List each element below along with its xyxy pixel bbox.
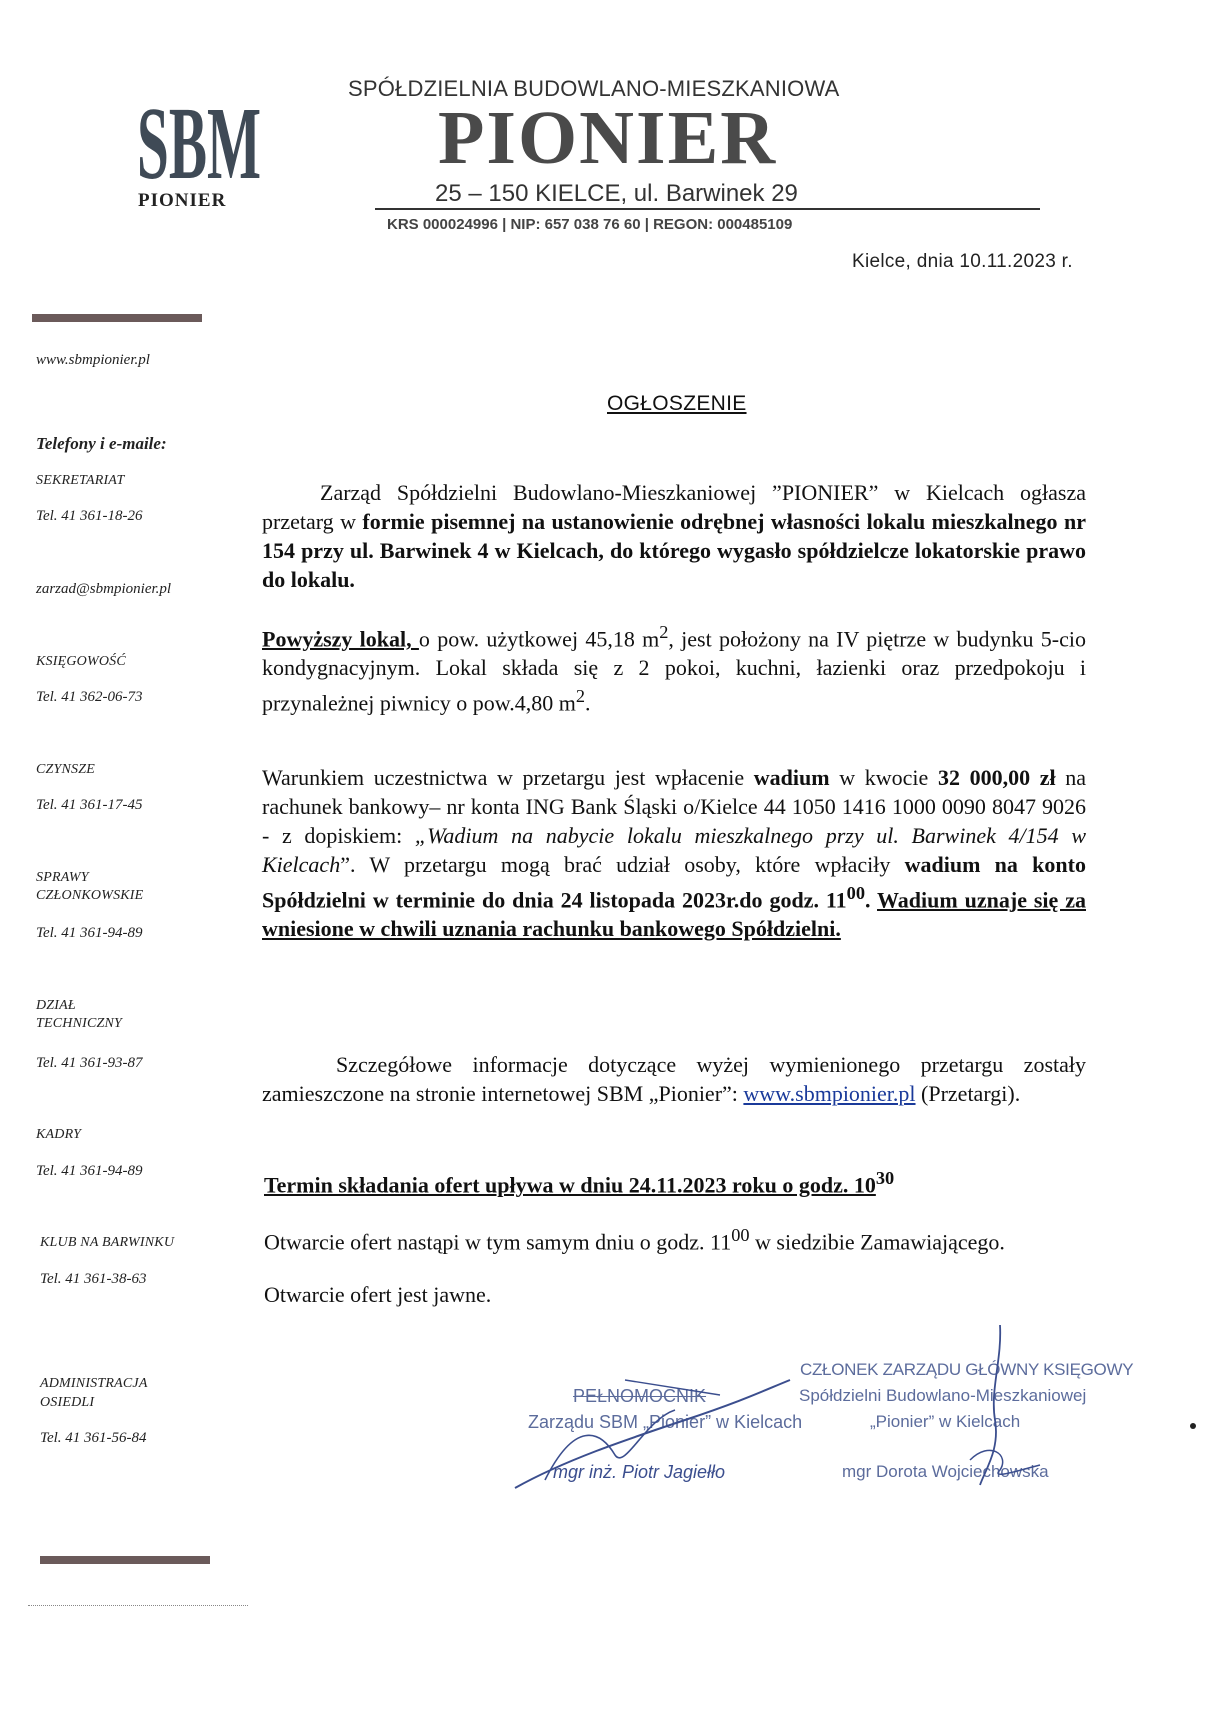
sidebar-accounting-tel: Tel. 41 362-06-73	[36, 689, 143, 705]
sidebar-technical-tel: Tel. 41 361-93-87	[36, 1055, 143, 1071]
announcement-paragraph-2	[262, 618, 1086, 718]
p5-place: w siedzibie Zamawiającego.	[749, 1229, 1005, 1255]
p3-deposit: wadium	[753, 765, 830, 790]
sbm-logo-letters: SBM	[137, 86, 261, 188]
brand-name: PIONIER	[438, 96, 778, 180]
p5-sup: 00	[731, 1225, 750, 1245]
p4-website-link[interactable]: www.sbmpionier.pl	[743, 1081, 916, 1106]
announcement-paragraph-5	[264, 1221, 1088, 1256]
p2-details: , jest położony na IV piętrze w budynku 5-cio kondygnacyjnym. Lokal składa się z 2 pokoi, kuchni, łazienki oraz przedpokoju i przynależnej piwnicy o pow.4,80 m	[262, 626, 1086, 716]
left-stamp-org: Zarządu SBM „Pionier” w Kielcach	[528, 1412, 803, 1432]
p3-account: na rachunek bankowy– nr konta ING Bank Śląski o/Kielce 44 1050 1416 1000 0090 8047 9026 - z dopiskiem:	[262, 765, 1086, 848]
p3-eligibility: ”. W przetargu mogą brać udział osoby, które wpłaciły	[340, 852, 905, 877]
sidebar-club-tel: Tel. 41 361-38-63	[40, 1271, 147, 1287]
p3-credit-rule: Wadium uznaje się za wniesione w chwili uznania rachunku bankowego Spółdzielni.	[262, 887, 1086, 942]
p2-end: .	[585, 690, 591, 716]
deadline-text: Termin składania ofert upływa w dniu 24.11.2023 roku o godz. 10	[264, 1172, 876, 1198]
p3-intro: Warunkiem uczestnictwa w przetargu jest wpłacenie	[262, 765, 754, 790]
p4-text: Szczegółowe informacje dotyczące wyżej wymienionego przetargu zostały zamieszczone na stronie internetowej SBM „Pionier”:	[262, 1052, 1086, 1106]
sidebar-club: KLUB NA BARWINKU	[40, 1235, 175, 1250]
p1-subject: formie pisemnej na ustanowienie odrębnej własności lokalu mieszkalnego nr 154 przy ul. Barwinek 4 w Kielcach, do którego wygasło spółdzielcze lokatorskie prawo do lokalu.	[262, 509, 1086, 592]
p2-lead: Powyższy lokal,	[262, 626, 419, 652]
sidebar-accounting: KSIĘGOWOŚĆ	[36, 654, 126, 669]
sidebar-rent-tel: Tel. 41 361-17-45	[36, 797, 143, 813]
registry-numbers: KRS 000024996 | NIP: 657 038 76 60 | REGON: 000485109	[387, 216, 793, 233]
p5-public: Otwarcie ofert jest jawne.	[264, 1282, 492, 1307]
sidebar-members-line2: CZŁONKOWSKIE	[36, 888, 144, 903]
sidebar-contacts-heading: Telefony i e-maile:	[36, 434, 167, 453]
announcement-paragraph-1	[262, 478, 1086, 594]
sidebar-admin-line1: ADMINISTRACJA	[40, 1376, 148, 1391]
sidebar-members-tel: Tel. 41 361-94-89	[36, 925, 143, 941]
p3-dot: .	[864, 887, 878, 913]
right-stamp-title: CZŁONEK ZARZĄDU GŁÓWNY KSIĘGOWY	[800, 1360, 1134, 1379]
sidebar-secretariat: SEKRETARIAT	[36, 473, 125, 488]
header-divider	[375, 208, 1040, 210]
p3-amount-lead: w kwocie	[829, 765, 938, 790]
announcement-paragraph-3	[262, 763, 1086, 943]
sidebar-technical-line1: DZIAŁ	[36, 998, 76, 1013]
p2-sup-1: 2	[659, 622, 669, 642]
sbm-logo	[135, 78, 265, 188]
left-signer-name: mgr inż. Piotr Jagiełło	[553, 1462, 726, 1482]
sidebar-members-line1: SPRAWY	[36, 870, 89, 885]
announcement-paragraph-4	[262, 1050, 1086, 1108]
left-handwritten-signature	[505, 1360, 805, 1500]
sidebar-website[interactable]: www.sbmpionier.pl	[36, 352, 150, 368]
sidebar-admin-tel: Tel. 41 361-56-84	[40, 1430, 147, 1446]
right-handwritten-signature	[930, 1320, 1070, 1490]
sidebar-dotted-rule	[28, 1605, 248, 1606]
p2-area: o pow. użytkowej 45,18 m	[418, 626, 660, 652]
sidebar-bottom-bar	[40, 1556, 210, 1564]
left-stamp-title: PEŁNOMOCNIK	[573, 1386, 707, 1406]
sidebar-secretariat-tel: Tel. 41 361-18-26	[36, 508, 143, 524]
p3-deadline: wadium na konto Spółdzielni w terminie do dnia 24 listopada 2023r.do godz. 11	[262, 852, 1086, 913]
cooperative-name: SPÓŁDZIELNIA BUDOWLANO-MIESZKANIOWA	[348, 76, 840, 101]
right-stamp-org-line1: Spółdzielni Budowlano-Mieszkaniowej	[799, 1386, 1087, 1405]
sidebar-email[interactable]: zarzad@sbmpionier.pl	[36, 581, 172, 597]
p2-sup-2: 2	[575, 686, 585, 707]
announcement-deadline	[264, 1164, 1088, 1199]
announcement-title: OGŁOSZENIE	[607, 392, 747, 415]
p4-end: (Przetargi).	[915, 1081, 1021, 1106]
p5-opening: Otwarcie ofert nastąpi w tym samym dniu o godz. 11	[264, 1229, 732, 1255]
p3-transfer-title: „Wadium na nabycie lokalu mieszkalnego przy ul. Barwinek 4/154 w Kielcach	[262, 823, 1086, 877]
sidebar-top-bar	[32, 314, 202, 322]
logo-wordmark: PIONIER	[138, 190, 227, 211]
p3-amount: 32 000,00 zł	[937, 765, 1056, 790]
cooperative-address: 25 – 150 KIELCE, ul. Barwinek 29	[435, 180, 798, 207]
p1-intro: Zarząd Spółdzielni Budowlano-Mieszkaniowej ”PIONIER” w Kielcach ogłasza przetarg w	[262, 480, 1086, 534]
document-date: Kielce, dnia 10.11.2023 r.	[852, 251, 1073, 272]
sidebar-rent: CZYNSZE	[36, 762, 95, 777]
sidebar-admin-line2: OSIEDLI	[40, 1395, 95, 1410]
sidebar-technical-line2: TECHNICZNY	[36, 1016, 123, 1031]
sidebar-hr-tel: Tel. 41 361-94-89	[36, 1163, 143, 1179]
right-stamp-org-line2: „Pionier” w Kielcach	[870, 1412, 1021, 1431]
sidebar-hr: KADRY	[36, 1127, 82, 1142]
sbm-logo-mark	[135, 78, 265, 188]
right-signer-name: mgr Dorota Wojciechowska	[842, 1462, 1049, 1481]
deadline-sup: 30	[875, 1168, 895, 1188]
announcement-paragraph-6	[264, 1280, 1088, 1309]
stray-dot-mark	[1190, 1423, 1196, 1429]
p3-sup: 00	[846, 883, 865, 903]
